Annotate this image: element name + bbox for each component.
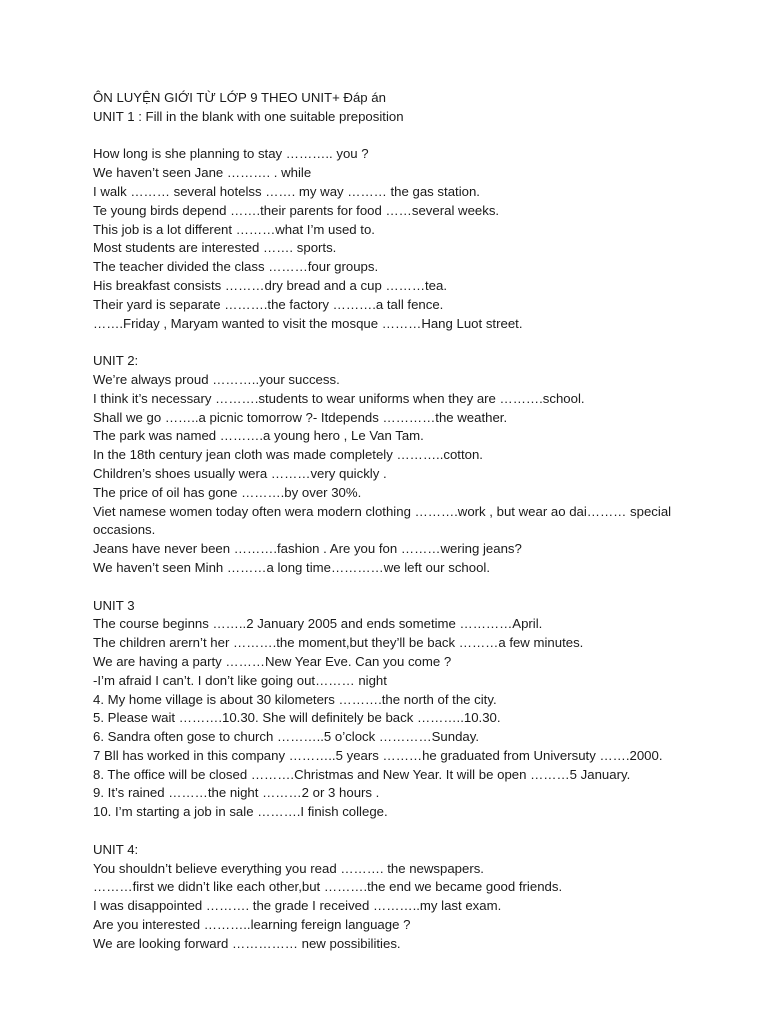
spacer	[93, 127, 733, 146]
unit-heading: UNIT 3	[93, 597, 135, 613]
exercise-line: Most students are interested ……. sports.	[93, 240, 337, 256]
unit-heading: UNIT 2:	[93, 353, 139, 369]
exercise-line: The children arern’t her ……….the moment,but they’ll be back ………a few minutes.	[93, 635, 584, 651]
exercise-line: We are looking forward …………… new possibilities.	[93, 935, 401, 951]
exercise-line: …….Friday , Maryam wanted to visit the mosque ………Hang Luot street.	[93, 315, 523, 331]
exercise-line: ………first we didn’t like each other,but ……….the end we became good friends.	[93, 879, 563, 895]
unit-heading: UNIT 4:	[93, 841, 139, 857]
spacer	[93, 578, 733, 597]
exercise-line: Jeans have never been ……….fashion . Are you fon ………wering jeans?	[93, 541, 522, 557]
exercise-line: -I’m afraid I can’t. I don’t like going out……… night	[93, 672, 387, 688]
exercise-line: 6. Sandra often gose to church ………..5 o’clock …………Sunday.	[93, 729, 480, 745]
exercise-line: The park was named ……….a young hero , Le Van Tam.	[93, 428, 424, 444]
exercise-line: I walk ……… several hotelss ……. my way ……… the gas station.	[93, 183, 480, 199]
exercise-line: Their yard is separate ……….the factory ……….a tall fence.	[93, 296, 444, 312]
exercise-line: The course beginns ……..2 January 2005 and ends sometime …………April.	[93, 616, 543, 632]
exercise-line: How long is she planning to stay ……….. you ?	[93, 146, 369, 162]
exercise-line: You shouldn’t believe everything you read ………. the newspapers.	[93, 860, 484, 876]
exercise-line: The teacher divided the class ………four groups.	[93, 259, 379, 275]
unit1-section	[93, 145, 733, 333]
spacer	[93, 333, 733, 352]
exercise-line: Are you interested ………..learning fereign language ?	[93, 917, 411, 933]
unit3-section	[93, 597, 733, 823]
exercise-line: 4. My home village is about 30 kilometers ……….the north of the city.	[93, 691, 497, 707]
exercise-line: We are having a party ………New Year Eve. Can you come ?	[93, 653, 452, 669]
exercise-line: 5. Please wait ……….10.30. She will definitely be back ………..10.30.	[93, 710, 501, 726]
exercise-line: Children’s shoes usually wera ………very quickly .	[93, 465, 387, 481]
document-title: ÔN LUYỆN GIỚI TỪ LỚP 9 THEO UNIT+ Đáp án	[93, 90, 386, 105]
exercise-line: Te young birds depend …….their parents for food ……several weeks.	[93, 202, 500, 218]
exercise-line: 7 Bll has worked in this company ………..5 years ………he graduated from Universuty …….2000.	[93, 747, 663, 763]
unit4-section	[93, 841, 733, 954]
unit1-instructions: UNIT 1 : Fill in the blank with one suitable preposition	[93, 108, 404, 124]
spacer	[93, 822, 733, 841]
exercise-line: 8. The office will be closed ……….Christmas and New Year. It will be open ………5 January.	[93, 766, 631, 782]
document-page	[93, 89, 733, 954]
exercise-line: 10. I’m starting a job in sale ……….I finish college.	[93, 804, 388, 820]
exercise-line: In the 18th century jean cloth was made completely ………..cotton.	[93, 447, 483, 463]
exercise-line: This job is a lot different ………what I’m used to.	[93, 221, 375, 237]
exercise-line: Viet namese women today often wera modern clothing ……….work , but wear ao dai……… special occasions.	[93, 503, 672, 538]
exercise-line: We haven’t seen Jane ………. . while	[93, 165, 312, 181]
exercise-line: His breakfast consists ………dry bread and a cup ………tea.	[93, 277, 448, 293]
exercise-line: We’re always proud ………..your success.	[93, 371, 340, 387]
unit2-section	[93, 352, 733, 578]
exercise-line: Shall we go ……..a picnic tomorrow ?- Itdepends …………the weather.	[93, 409, 508, 425]
exercise-line: I think it’s necessary ……….students to wear uniforms when they are ……….school.	[93, 390, 585, 406]
exercise-line: I was disappointed ………. the grade I received ………..my last exam.	[93, 898, 502, 914]
exercise-line: We haven’t seen Minh ………a long time…………we left our school.	[93, 559, 491, 575]
exercise-line: 9. It’s rained ………the night ………2 or 3 hours .	[93, 785, 380, 801]
exercise-line: The price of oil has gone ……….by over 30%.	[93, 484, 362, 500]
